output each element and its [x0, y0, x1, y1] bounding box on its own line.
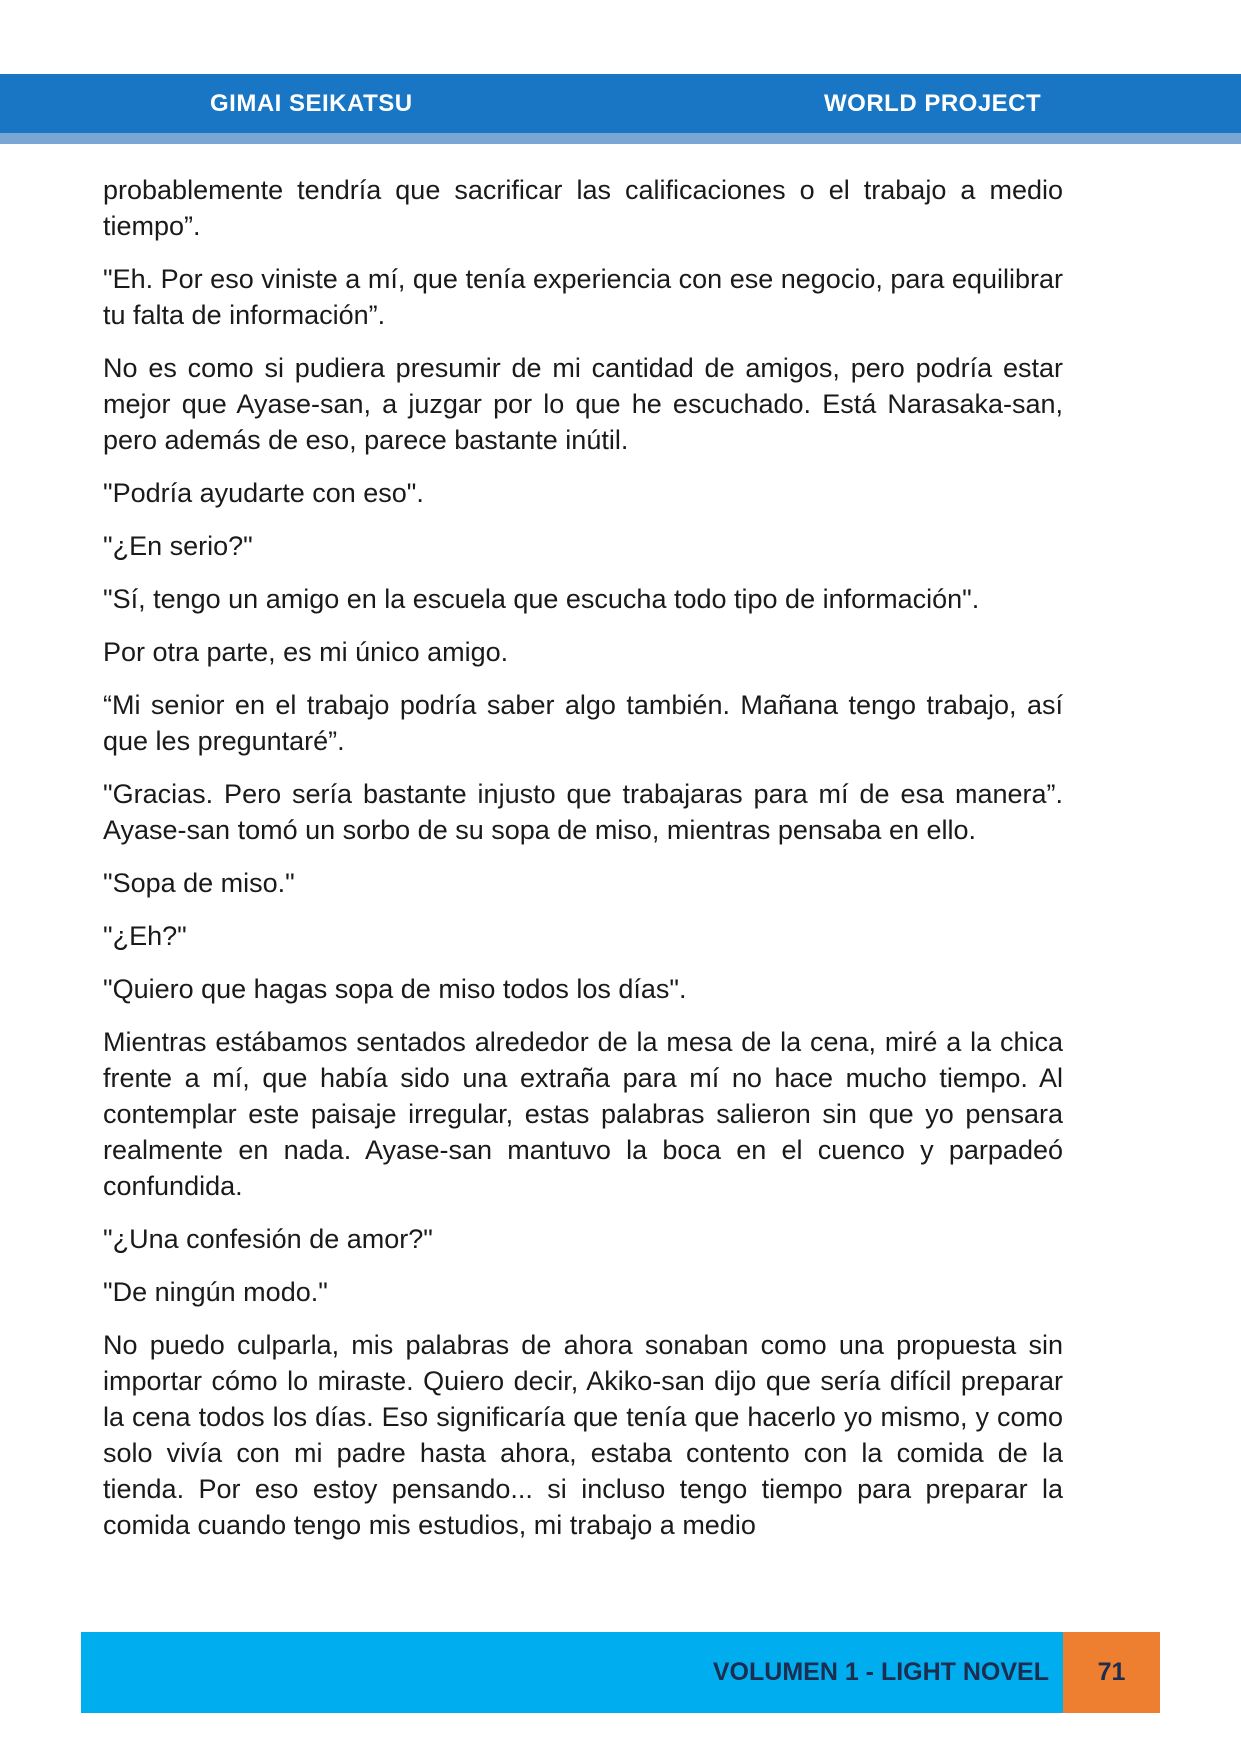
paragraph: "Sí, tengo un amigo en la escuela que escucha todo tipo de información". [103, 584, 980, 614]
page-body [103, 172, 1063, 1560]
paragraph: No puedo culparla, mis palabras de ahora sonaban como una propuesta sin importar cómo lo miraste. Quiero decir, Akiko-san dijo que sería difícil preparar la cena todos los días. Eso significaría que tenía que hacerlo yo mismo, y como solo vivía con mi padre hasta ahora, estaba contento con la comida de la tienda. Por eso estoy pensando... si incluso tengo tiempo para preparar la comida cuando tengo mis estudios, mi trabajo a medio [103, 1330, 1063, 1540]
paragraph: "¿Eh?" [103, 921, 187, 951]
paragraph: "Sopa de miso." [103, 868, 295, 898]
header-underline [0, 133, 1241, 144]
paragraph: "¿En serio?" [103, 531, 253, 561]
paragraph: "Gracias. Pero sería bastante injusto que trabajaras para mí de esa manera”. Ayase-san tomó un sorbo de su sopa de miso, mientras pensaba en ello. [103, 779, 1063, 845]
page-number: 71 [1063, 1632, 1160, 1713]
footer-volume-label: VOLUMEN 1 - LIGHT NOVEL [712, 1658, 1049, 1686]
paragraph: "¿Una confesión de amor?" [103, 1224, 433, 1254]
paragraph: probablemente tendría que sacrificar las calificaciones o el trabajo a medio tiempo”. [103, 175, 1063, 241]
paragraph: “Mi senior en el trabajo podría saber algo también. Mañana tengo trabajo, así que les preguntaré”. [103, 690, 1063, 756]
paragraph: Mientras estábamos sentados alrededor de la mesa de la cena, miré a la chica frente a mí, que había sido una extraña para mí no hace mucho tiempo. Al contemplar este paisaje irregular, estas palabras salieron sin que yo pensara realmente en nada. Ayase-san mantuvo la boca en el cuenco y parpadeó confundida. [103, 1027, 1063, 1201]
header-series-title: GIMAI SEIKATSU [210, 90, 413, 117]
paragraph: "Quiero que hagas sopa de miso todos los días". [103, 974, 687, 1004]
paragraph: "Eh. Por eso viniste a mí, que tenía experiencia con ese negocio, para equilibrar tu falta de información”. [103, 264, 1063, 330]
paragraph: "Podría ayudarte con eso". [103, 478, 424, 508]
header-project-title: WORLD PROJECT [824, 90, 1042, 117]
paragraph: Por otra parte, es mi único amigo. [103, 637, 509, 667]
header-bar [0, 74, 1241, 133]
paragraph: No es como si pudiera presumir de mi cantidad de amigos, pero podría estar mejor que Ayase-san, a juzgar por lo que he escuchado. Está Narasaka-san, pero además de eso, parece bastante inútil. [103, 353, 1063, 455]
paragraph: "De ningún modo." [103, 1277, 328, 1307]
